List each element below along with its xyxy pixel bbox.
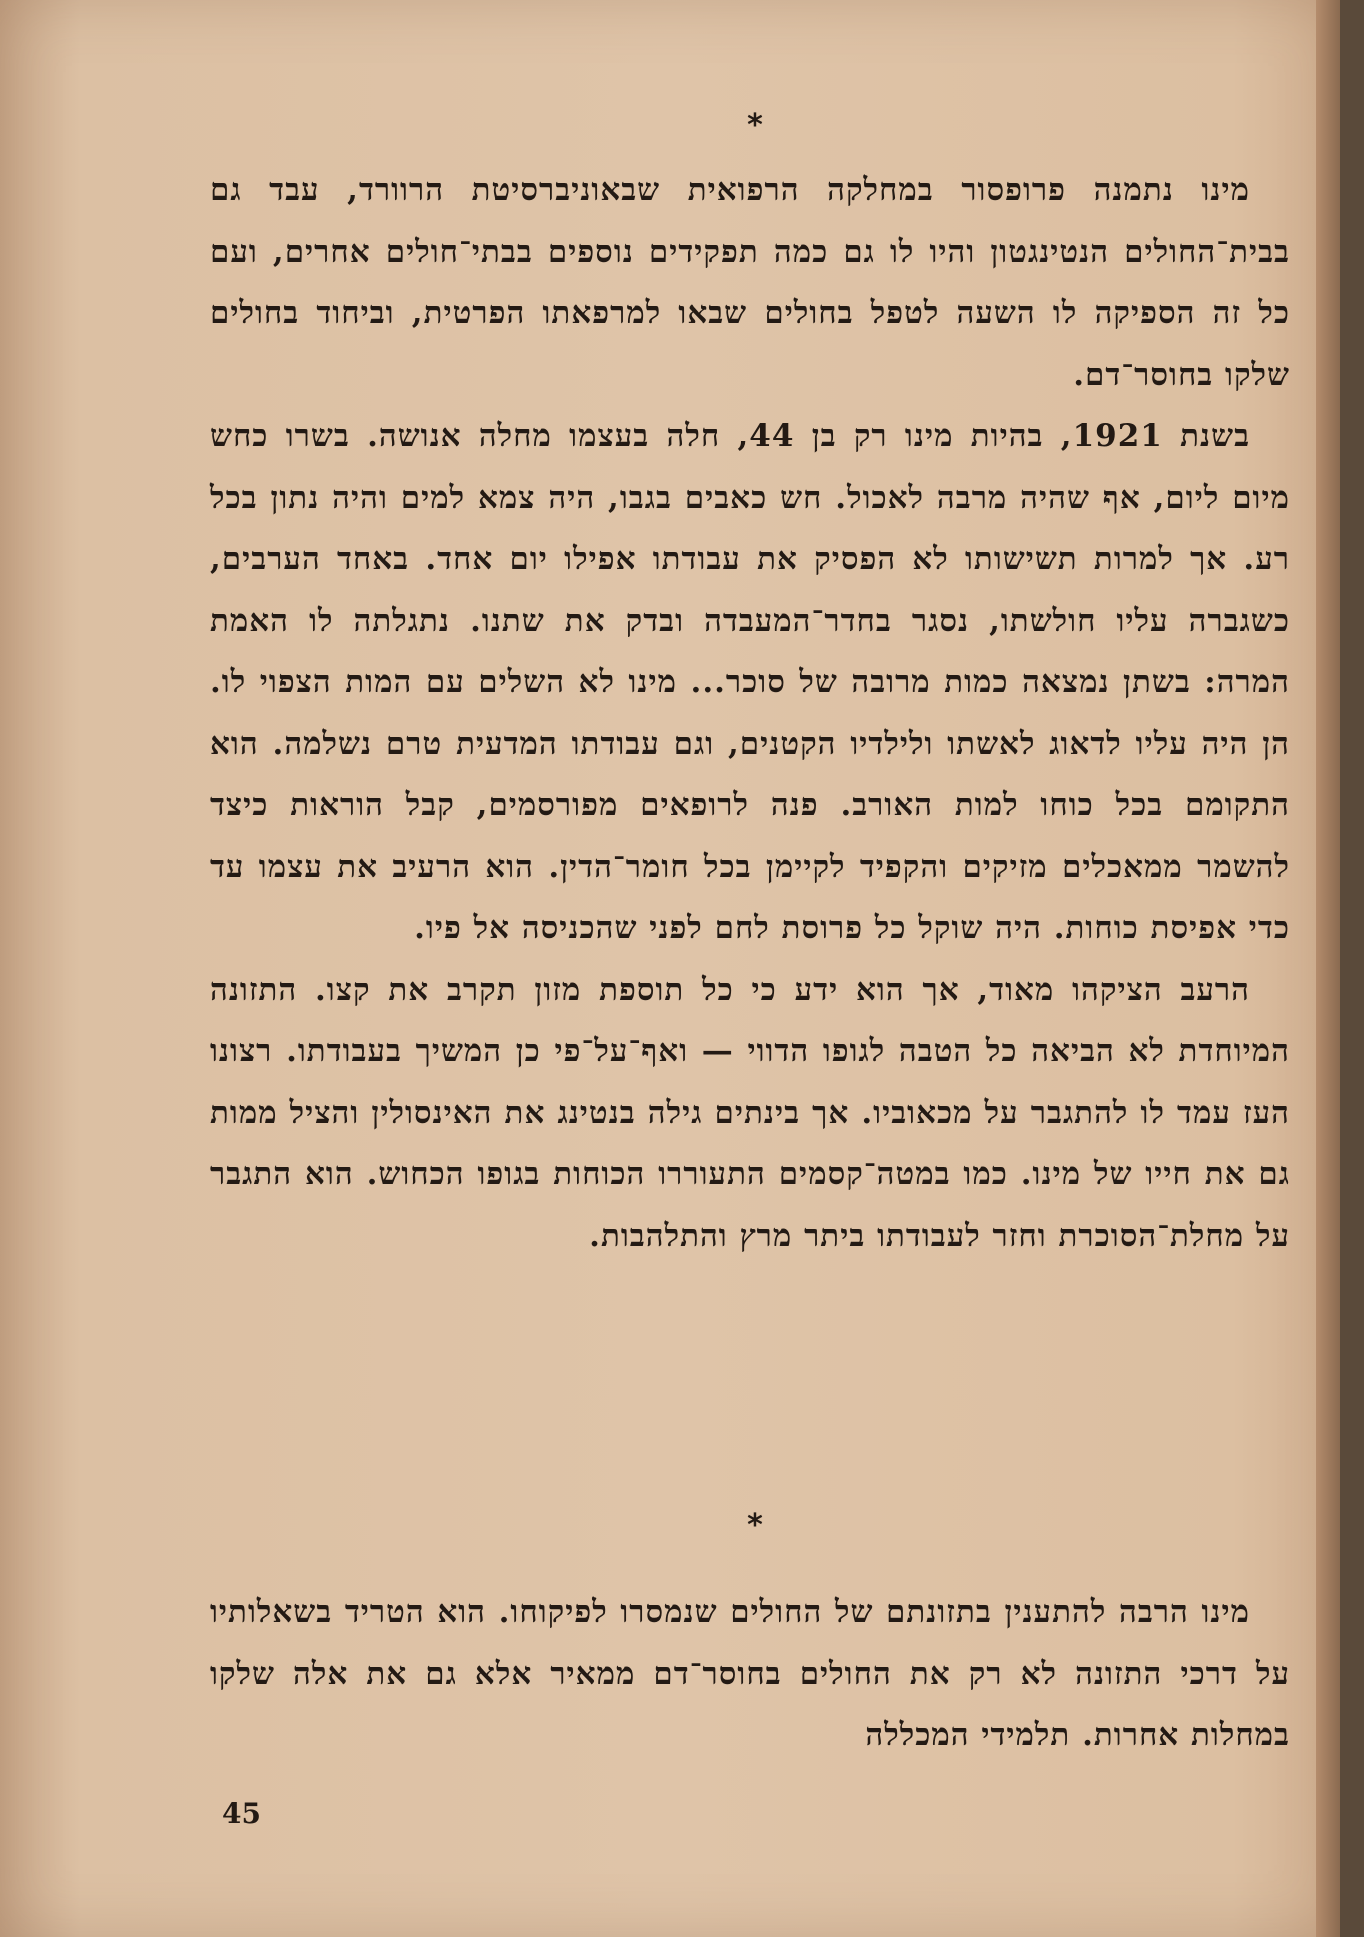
text-block-continued xyxy=(210,1582,1290,1767)
page-edge xyxy=(1316,0,1340,1937)
paragraph: מינו הרבה להתענין בתזונתם של החולים שנמסרו לפיקוחו. הוא הטריד בשאלותיו על דרכי התזונה לא רק את החולים בחוסר־דם ממאיר אלא גם את אלה שלקו במחלות אחרות. תלמידי המכללה xyxy=(210,1594,1290,1753)
page-number: 45 xyxy=(222,1797,261,1830)
section-mark: * xyxy=(747,1508,763,1543)
paragraph: הרעב הציקהו מאוד, אך הוא ידע כי כל תוספת מזון תקרב את קצו. התזונה המיוחדת לא הביאה כל הטבה לגופו הדווי — ואף־על־פי כן המשיך בעבודתו. רצונו העז עמד לו להתגבר על מכאוביו. אך בינתים גילה בנטינג את האינסולין והציל ממות גם את חייו של מינו. כמו במטה־קסמים התעוררו הכוחות בגופו הכחוש. הוא התגבר על מחלת־הסוכרת וחזר לעבודתו ביתר מרץ והתלהבות. xyxy=(210,971,1290,1254)
paragraph: מינו נתמנה פרופסור במחלקה הרפואית שבאוניברסיטת הרוורד, עבד גם בבית־החולים הנטינגטון והיו לו גם כמה תפקידים נוספים בבתי־חולים אחרים, ועם כל זה הספיקה לו השעה לטפל בחולים שבאו למרפאתו הפרטית, וביחוד בחולים שלקו בחוסר־דם. xyxy=(210,172,1290,393)
paragraph: בשנת 1921, בהיות מינו רק בן 44, חלה בעצמו מחלה אנושה. בשרו כחש מיום ליום, אף שהיה מרבה לאכול. חש כאבים בגבו, היה צמא למים והיה נתון בכל רע. אך למרות תשישותו לא הפסיק את עבודתו אפילו יום אחד. באחד הערבים, כשגברה עליו חולשתו, נסגר בחדר־המעבדה ובדק את שתנו. נתגלתה לו האמת המרה: בשתן נמצאה כמות מרובה של סוכר... מינו לא השלים עם המות הצפוי לו. הן היה עליו לדאוג לאשתו ולילדיו הקטנים, וגם עבודתו המדעית טרם נשלמה. הוא התקומם בכל כוחו למות האורב. פנה לרופאים מפורסמים, קבל הוראות כיצד להשמר ממאכלים מזיקים והקפיד לקיימן בכל חומר־הדין. הוא הרעיב את עצמו עד כדי אפיסת כוחות. היה שוקל כל פרוסת לחם לפני שהכניסה אל פיו. xyxy=(210,418,1290,946)
text-block-main xyxy=(210,160,1290,1267)
section-mark: * xyxy=(747,108,763,143)
